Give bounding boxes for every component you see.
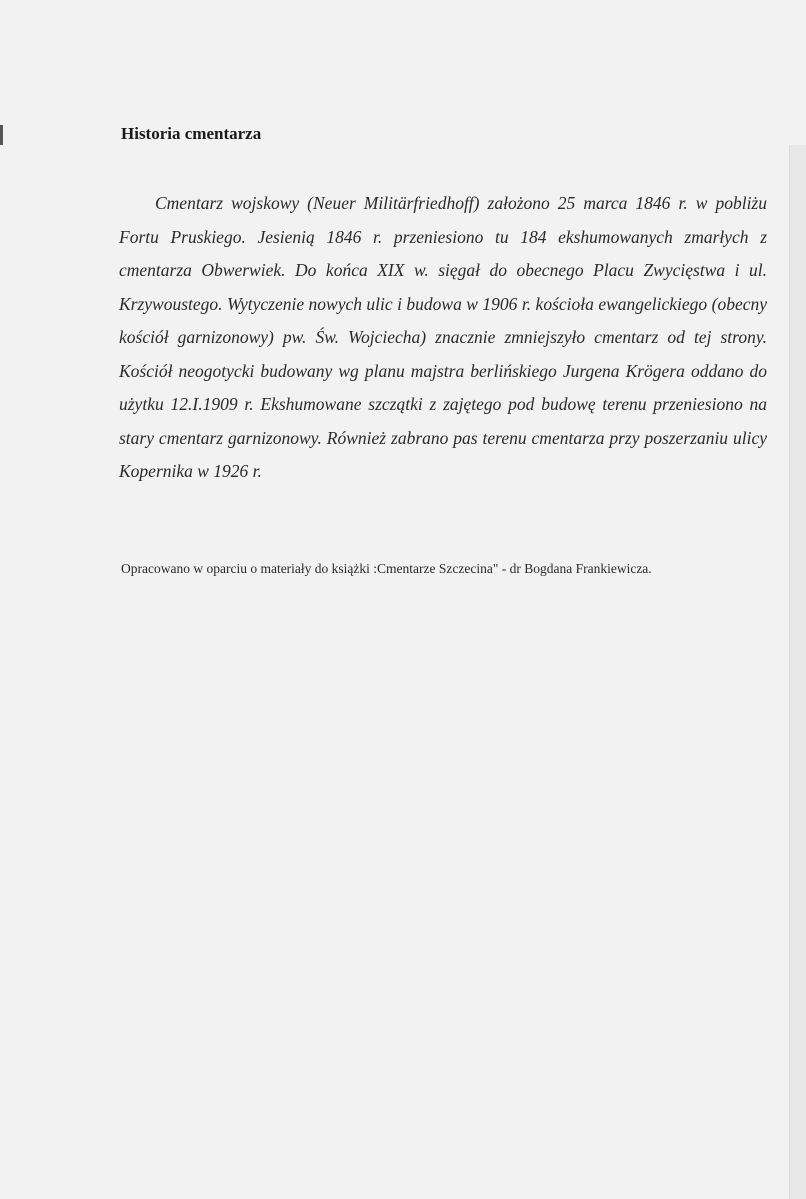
page-heading: Historia cmentarza bbox=[121, 124, 262, 143]
history-paragraph: Cmentarz wojskowy (Neuer Militärfriedhoff) założono 25 marca 1846 r. w pobliżu Fortu Pruskiego. Jesienią 1846 r. przeniesiono tu 184 ekshumowanych zmarłych z cmentarza Obwerwiek. Do końca XIX w. sięgał do obecnego Placu Zwycięstwa i ul. Krzywoustego. Wytyczenie nowych ulic i budowa w 1906 r. kościoła ewangelickiego (obecny kościół garnizonowy) pw. Św. Wojciecha) znacznie zmniejszyło cmentarz od tej strony. Kościół neogotycki budowany wg planu majstra berlińskiego Jurgena Krögera oddano do użytku 12.I.1909 r. Ekshumowane szczątki z zajętego pod budowę terenu przeniesiono na stary cmentarz garnizonowy. Również zabrano pas terenu cmentarza przy poszerzaniu ulicy Kopernika w 1926 r. bbox=[119, 193, 767, 481]
page-edge-shadow bbox=[789, 145, 806, 1199]
source-note: Opracowano w oparciu o materiały do książki :Cmentarze Szczecina" - dr Bogdana Frankiewicza. bbox=[121, 561, 652, 576]
scan-edge-mark bbox=[0, 125, 3, 145]
